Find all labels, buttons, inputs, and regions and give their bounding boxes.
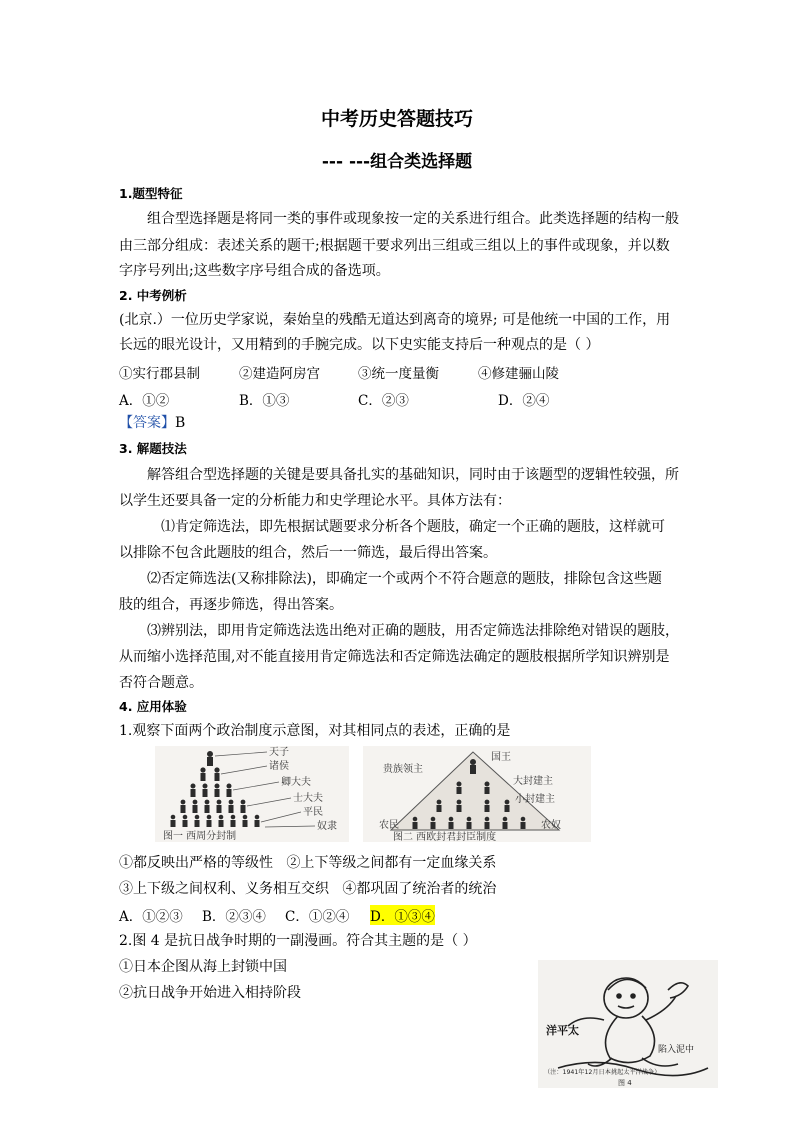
rank-label: 大封建主 xyxy=(513,776,553,787)
answer-value: B xyxy=(175,415,186,431)
question-2-statement: ②抗日战争开始进入相持阶段 xyxy=(119,985,301,1001)
example-item: ②建造阿房宫 xyxy=(239,366,320,382)
example-option: A．①② xyxy=(119,393,170,409)
example-item: ③统一度量衡 xyxy=(358,366,439,382)
page-title: 中考历史答题技巧 xyxy=(320,108,473,130)
question-1-stem: 1.观察下面两个政治制度示意图，对其相同点的表述，正确的是 xyxy=(119,723,511,739)
figure-1-zhou-enfeoffment-diagram xyxy=(155,746,349,842)
example-item: ①实行郡县制 xyxy=(119,366,200,382)
level-label: 卿大夫 xyxy=(281,777,311,788)
level-label: 诸侯 xyxy=(269,761,289,772)
statement-3: ③上下级之间权利、义务相互交织 xyxy=(119,881,329,897)
figure-4-cartoon xyxy=(538,960,718,1088)
figure-2-caption: 图二 西欧封君封臣制度 xyxy=(393,832,497,842)
page-subtitle: --- ---组合类选择题 xyxy=(321,152,473,172)
example-question-line: (北京.）一位历史学家说，秦始皇的残酷无道达到离奇的境界; 可是他统一中国的工作，用 xyxy=(119,312,671,328)
statement-1: ①都反映出严格的等级性 xyxy=(119,855,273,871)
example-option: B．①③ xyxy=(239,393,290,409)
example-item: ④修建骊山陵 xyxy=(478,366,559,382)
question-1-statement-line xyxy=(119,879,689,899)
question-2-stem: 2.图 4 是抗日战争时期的一副漫画。符合其主题的是（ ） xyxy=(119,933,477,949)
rank-label: 农奴 xyxy=(541,820,561,831)
rank-label: 农民 xyxy=(379,820,399,831)
method-2-line: ⑵否定筛选法(又称排除法)，即确定一个或两个不符合题意的题肢，排除包含这些题 xyxy=(147,571,662,587)
level-label: 平民 xyxy=(303,807,323,818)
rank-label: 小封建主 xyxy=(515,794,555,805)
cartoon-label-right: 陷入泥中 xyxy=(658,1045,695,1055)
example-question-line: 长远的眼光设计，又用精到的手腕完成。以下史实能支持后一种观点的是（ ） xyxy=(119,337,600,353)
method-1-line: ⑴肯定筛选法，即先根据试题要求分析各个题肢，确定一个正确的题肢，这样就可 xyxy=(161,519,665,535)
figure-1-caption: 图一 西周分封制 xyxy=(163,831,237,842)
section-1-paragraph-line: 组合型选择题是将同一类的事件或现象按一定的关系进行组合。此类选择题的结构一般 xyxy=(147,211,679,227)
rank-label: 贵族领主 xyxy=(383,764,423,775)
answer-line xyxy=(119,413,689,433)
level-label: 士大夫 xyxy=(293,793,323,804)
section-2-heading: 2. 中考例析 xyxy=(119,288,187,303)
cartoon-note: （注：1941年12月日本挑起太平洋战争） xyxy=(544,1069,661,1076)
question-1-option: A．①②③ xyxy=(119,909,183,925)
method-1-line: 以排除不包含此题肢的组合，然后一一筛选，最后得出答案。 xyxy=(119,545,497,561)
level-label: 奴隶 xyxy=(317,821,337,832)
figure-2-feudal-diagram xyxy=(363,746,591,842)
section-1-heading: 1.题型特征 xyxy=(119,186,183,201)
method-3-line: 否符合题意。 xyxy=(119,675,203,691)
level-label: 天子 xyxy=(269,747,289,758)
section-1-paragraph-line: 由三部分组成：表述关系的题干;根据题干要求列出三组或三组以上的事件或现象，并以数 xyxy=(119,238,670,254)
statement-2: ②上下等级之间都有一定血缘关系 xyxy=(286,855,497,871)
answer-tag: 【答案】 xyxy=(119,415,175,431)
method-3-line: 从而缩小选择范围,对不能直接用肯定筛选法和否定筛选法确定的题肢根据所学知识辨别是 xyxy=(119,649,670,665)
statement-4: ④都巩固了统治者的统治 xyxy=(342,881,497,897)
rank-label: 国王 xyxy=(491,752,511,763)
question-1-option-highlighted: D．①③④ xyxy=(370,905,435,925)
section-3-paragraph-line: 以学生还要具备一定的分析能力和史学理论水平。具体方法有： xyxy=(119,493,511,509)
section-1-paragraph-line: 字序号列出;这些数字序号组合成的备选项。 xyxy=(119,263,390,279)
question-2-statement: ①日本企图从海上封锁中国 xyxy=(119,959,287,975)
example-option: D．②④ xyxy=(498,393,550,409)
method-2-line: 肢的组合，再逐步筛选，得出答案。 xyxy=(119,597,343,613)
question-1-statement-line xyxy=(119,853,689,873)
cartoon-label-left: 洋平太 xyxy=(546,1024,579,1037)
method-3-line: ⑶辨别法，即用肯定筛选法选出绝对正确的题肢，用否定筛选法排除绝对错误的题肢， xyxy=(147,623,679,639)
question-1-option: B．②③④ xyxy=(202,909,266,925)
figure-4-caption: 图 4 xyxy=(618,1079,632,1087)
section-4-heading: 4. 应用体验 xyxy=(119,699,187,714)
question-1-option: C．①②④ xyxy=(285,909,350,925)
example-option: C．②③ xyxy=(358,393,409,409)
section-3-heading: 3. 解题技法 xyxy=(119,441,187,456)
section-3-paragraph-line: 解答组合型选择题的关键是要具备扎实的基础知识，同时由于该题型的逻辑性较强，所 xyxy=(147,467,679,483)
